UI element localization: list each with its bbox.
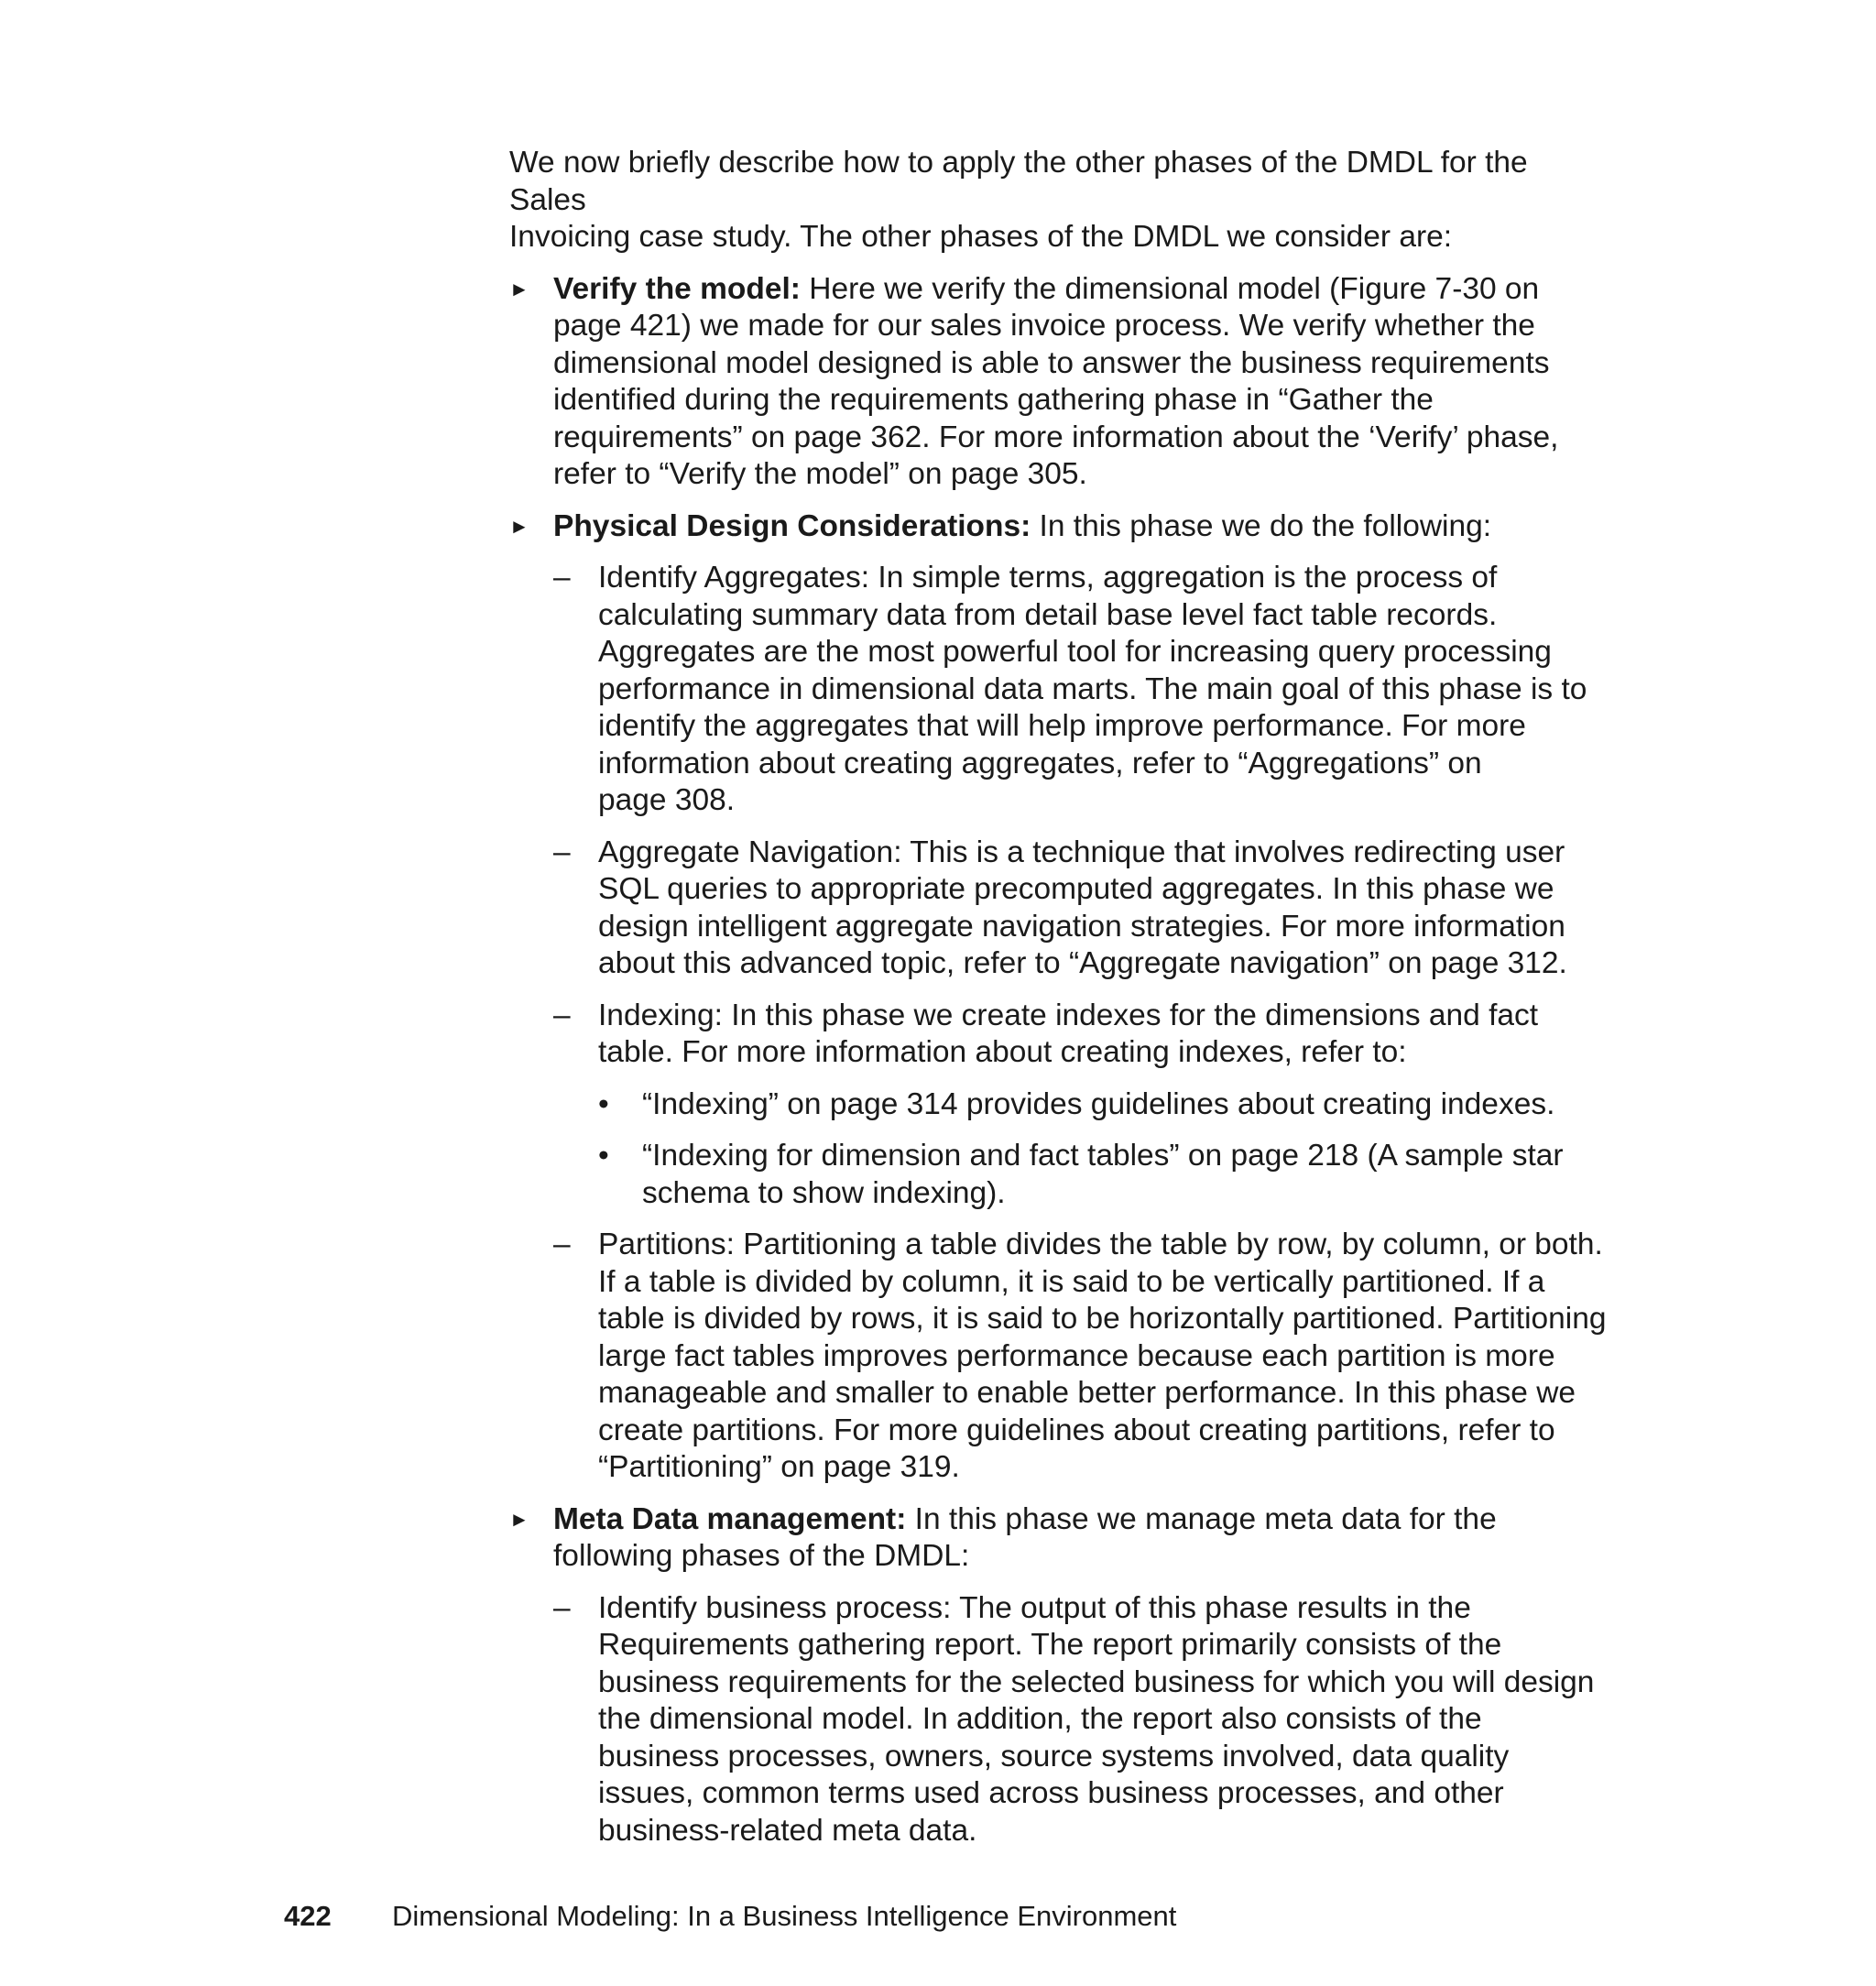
verify-model-heading: Verify the model:: [553, 271, 801, 306]
indexing-line: Indexing: In this phase we create indexes for the dimensions and fact: [598, 998, 1539, 1032]
partitions-line: large fact tables improves performance because each partition is more: [598, 1338, 1555, 1373]
aggregates-line: information about creating aggregates, refer to “Aggregations” on: [598, 746, 1482, 780]
aggregate-navigation-item: [509, 835, 1609, 983]
page-footer: [284, 1898, 1176, 1935]
indexing-reference-line: “Indexing” on page 314 provides guidelines about creating indexes.: [642, 1086, 1555, 1121]
dash-marker: –: [553, 835, 571, 869]
dot-bullet-icon: •: [598, 1086, 609, 1121]
verify-line: Here we verify the dimensional model (Figure 7-30 on: [800, 271, 1540, 306]
aggregates-line: Aggregates are the most powerful tool for increasing query processing: [598, 635, 1552, 669]
navigation-line: about this advanced topic, refer to “Aggregate navigation” on page 312.: [598, 946, 1567, 980]
partitions-line: Partitions: Partitioning a table divides the table by row, by column, or both.: [598, 1228, 1603, 1261]
partitions-item: [509, 1227, 1609, 1487]
meta-data-line: In this phase we manage meta data for the: [906, 1501, 1497, 1536]
meta-data-line: following phases of the DMDL:: [553, 1539, 970, 1573]
physical-design-item: [509, 508, 1609, 546]
partitions-line: If a table is divided by column, it is said to be vertically partitioned. If a: [598, 1264, 1545, 1299]
meta-data-heading: Meta Data management:: [553, 1501, 907, 1536]
business-process-line: business requirements for the selected business for which you will design: [598, 1664, 1595, 1699]
verify-line: identified during the requirements gathering phase in “Gather the: [553, 383, 1434, 417]
verify-line: requirements” on page 362. For more information about the ‘Verify’ phase,: [553, 420, 1559, 454]
navigation-line: design intelligent aggregate navigation strategies. For more information: [598, 909, 1565, 944]
navigation-line: SQL queries to appropriate precomputed aggregates. In this phase we: [598, 872, 1554, 906]
business-process-line: Identify business process: The output of this phase results in the: [598, 1590, 1471, 1625]
indexing-reference-line: schema to show indexing).: [642, 1175, 1006, 1210]
business-process-line: business-related meta data.: [598, 1813, 977, 1848]
indexing-reference-item: [509, 1138, 1609, 1212]
aggregates-line: performance in dimensional data marts. The main goal of this phase is to: [598, 671, 1587, 706]
business-process-line: issues, common terms used across business processes, and other: [598, 1776, 1504, 1810]
partitions-line: manageable and smaller to enable better performance. In this phase we: [598, 1376, 1576, 1410]
meta-data-item: [509, 1501, 1609, 1576]
triangle-bullet-icon: ►: [509, 514, 529, 538]
partitions-line: table is divided by rows, it is said to be horizontally partitioned. Partitioning: [598, 1302, 1607, 1336]
page-content: [509, 145, 1609, 1864]
verify-line: dimensional model designed is able to answer the business requirements: [553, 345, 1550, 380]
physical-design-heading: Physical Design Considerations:: [553, 508, 1031, 543]
intro-line: Invoicing case study. The other phases of the DMDL we consider are:: [509, 220, 1453, 254]
indexing-reference-item: [509, 1086, 1609, 1124]
business-process-line: business processes, owners, source systems involved, data quality: [598, 1739, 1510, 1773]
page-number: 422: [284, 1900, 332, 1932]
verify-model-item: [509, 271, 1609, 494]
aggregates-line: page 308.: [598, 783, 736, 817]
physical-design-line: In this phase we do the following:: [1031, 508, 1492, 543]
partitions-line: “Partitioning” on page 319.: [598, 1450, 960, 1484]
business-process-line: Requirements gathering report. The report primarily consists of the: [598, 1628, 1502, 1662]
dash-marker: –: [553, 1228, 571, 1261]
indexing-item: [509, 998, 1609, 1072]
intro-line: We now briefly describe how to apply the other phases of the DMDL for the Sales: [509, 146, 1528, 217]
indexing-line: table. For more information about creating indexes, refer to:: [598, 1035, 1407, 1069]
verify-line: page 421) we made for our sales invoice process. We verify whether the: [553, 309, 1535, 343]
indexing-reference-line: “Indexing for dimension and fact tables” on page 218 (A sample star: [642, 1139, 1564, 1173]
intro-paragraph: [509, 145, 1609, 256]
partitions-line: create partitions. For more guidelines about creating partitions, refer to: [598, 1413, 1555, 1447]
aggregates-line: identify the aggregates that will help improve performance. For more: [598, 709, 1526, 743]
aggregates-line: Identify Aggregates: In simple terms, aggregation is the process of: [598, 561, 1498, 595]
triangle-bullet-icon: ►: [509, 1507, 529, 1531]
dash-marker: –: [553, 998, 571, 1032]
dot-bullet-icon: •: [598, 1139, 609, 1173]
book-title: Dimensional Modeling: In a Business Intelligence Environment: [392, 1900, 1177, 1932]
business-process-line: the dimensional model. In addition, the report also consists of the: [598, 1702, 1482, 1736]
verify-line: refer to “Verify the model” on page 305.: [553, 457, 1087, 491]
aggregates-line: calculating summary data from detail base level fact table records.: [598, 597, 1498, 632]
navigation-line: Aggregate Navigation: This is a technique that involves redirecting user: [598, 835, 1565, 869]
triangle-bullet-icon: ►: [509, 277, 529, 300]
business-process-item: [509, 1590, 1609, 1850]
dash-marker: –: [553, 1590, 571, 1625]
aggregates-item: [509, 560, 1609, 820]
dash-marker: –: [553, 561, 571, 595]
